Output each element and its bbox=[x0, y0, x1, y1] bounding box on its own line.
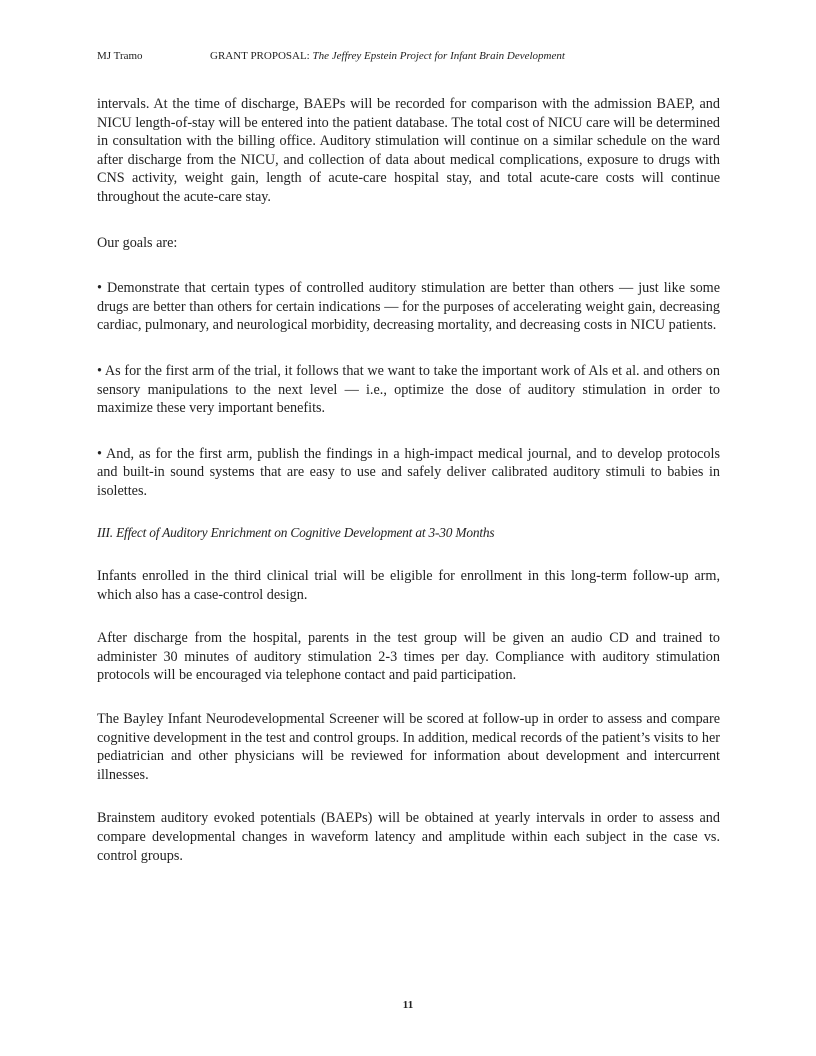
paragraph-baep-yearly: Brainstem auditory evoked potentials (BAEPs) will be obtained at yearly intervals in order to assess and compare developmental changes in waveform latency and amplitude within each subject in the case vs. control groups. bbox=[97, 810, 720, 864]
page-header bbox=[97, 49, 720, 63]
header-label: GRANT PROPOSAL: bbox=[210, 50, 310, 62]
header-project-title: The Jeffrey Epstein Project for Infant Brain Development bbox=[312, 50, 565, 62]
goal-bullet-1: • Demonstrate that certain types of controlled auditory stimulation are better than others — just like some drugs are better than others for certain indications — for the purposes of accelerating weight gain, decreasing cardiac, pulmonary, and neurological morbidity, decreasing mortality, and decreasing costs in NICU patients. bbox=[97, 280, 720, 334]
goals-intro: Our goals are: bbox=[97, 234, 178, 251]
paragraph-enrollment: Infants enrolled in the third clinical trial will be eligible for enrollment in this long-term follow-up arm, which also has a case-control design. bbox=[97, 568, 720, 603]
document-body bbox=[97, 95, 720, 865]
paragraph-discharge-cd: After discharge from the hospital, parents in the test group will be given an audio CD and trained to administer 30 minutes of auditory stimulation 2-3 times per day. Compliance with auditory stimulation protocols will be encouraged via telephone contact and paid participation. bbox=[97, 630, 720, 684]
paragraph-discharge-intervals: intervals. At the time of discharge, BAEPs will be recorded for comparison with the admission BAEP, and NICU length-of-stay will be entered into the patient database. The total cost of NICU care will be determined in consultation with the billing office. Auditory stimulation will continue on a similar schedule on the ward after discharge from the NICU, and collection of data about medical complications, exposure to drugs with CNS activity, weight gain, length of acute-care hospital stay, and total acute-care costs will continue throughout the acute-care stay. bbox=[97, 96, 720, 205]
goal-bullet-2: • As for the first arm of the trial, it follows that we want to take the important work of Als et al. and others on sensory manipulations to the next level — i.e., optimize the dose of auditory stimulation in order to maximize these very important benefits. bbox=[97, 362, 720, 417]
header-author: MJ Tramo bbox=[97, 50, 143, 62]
section-heading: III. Effect of Auditory Enrichment on Cognitive Development at 3-30 Months bbox=[97, 524, 495, 540]
page-number: 11 bbox=[402, 999, 414, 1011]
goal-bullet-3: • And, as for the first arm, publish the findings in a high-impact medical journal, and to develop protocols and built-in sound systems that are easy to use and safely deliver calibrated auditory stimuli to babies in isolettes. bbox=[97, 445, 720, 499]
paragraph-bayley-screener: The Bayley Infant Neurodevelopmental Screener will be scored at follow-up in order to assess and compare cognitive development in the test and control groups. In addition, medical records of the patient’s visits to her pediatrician and other physicians will be reviewed for information about development and intercurrent illnesses. bbox=[97, 711, 720, 783]
